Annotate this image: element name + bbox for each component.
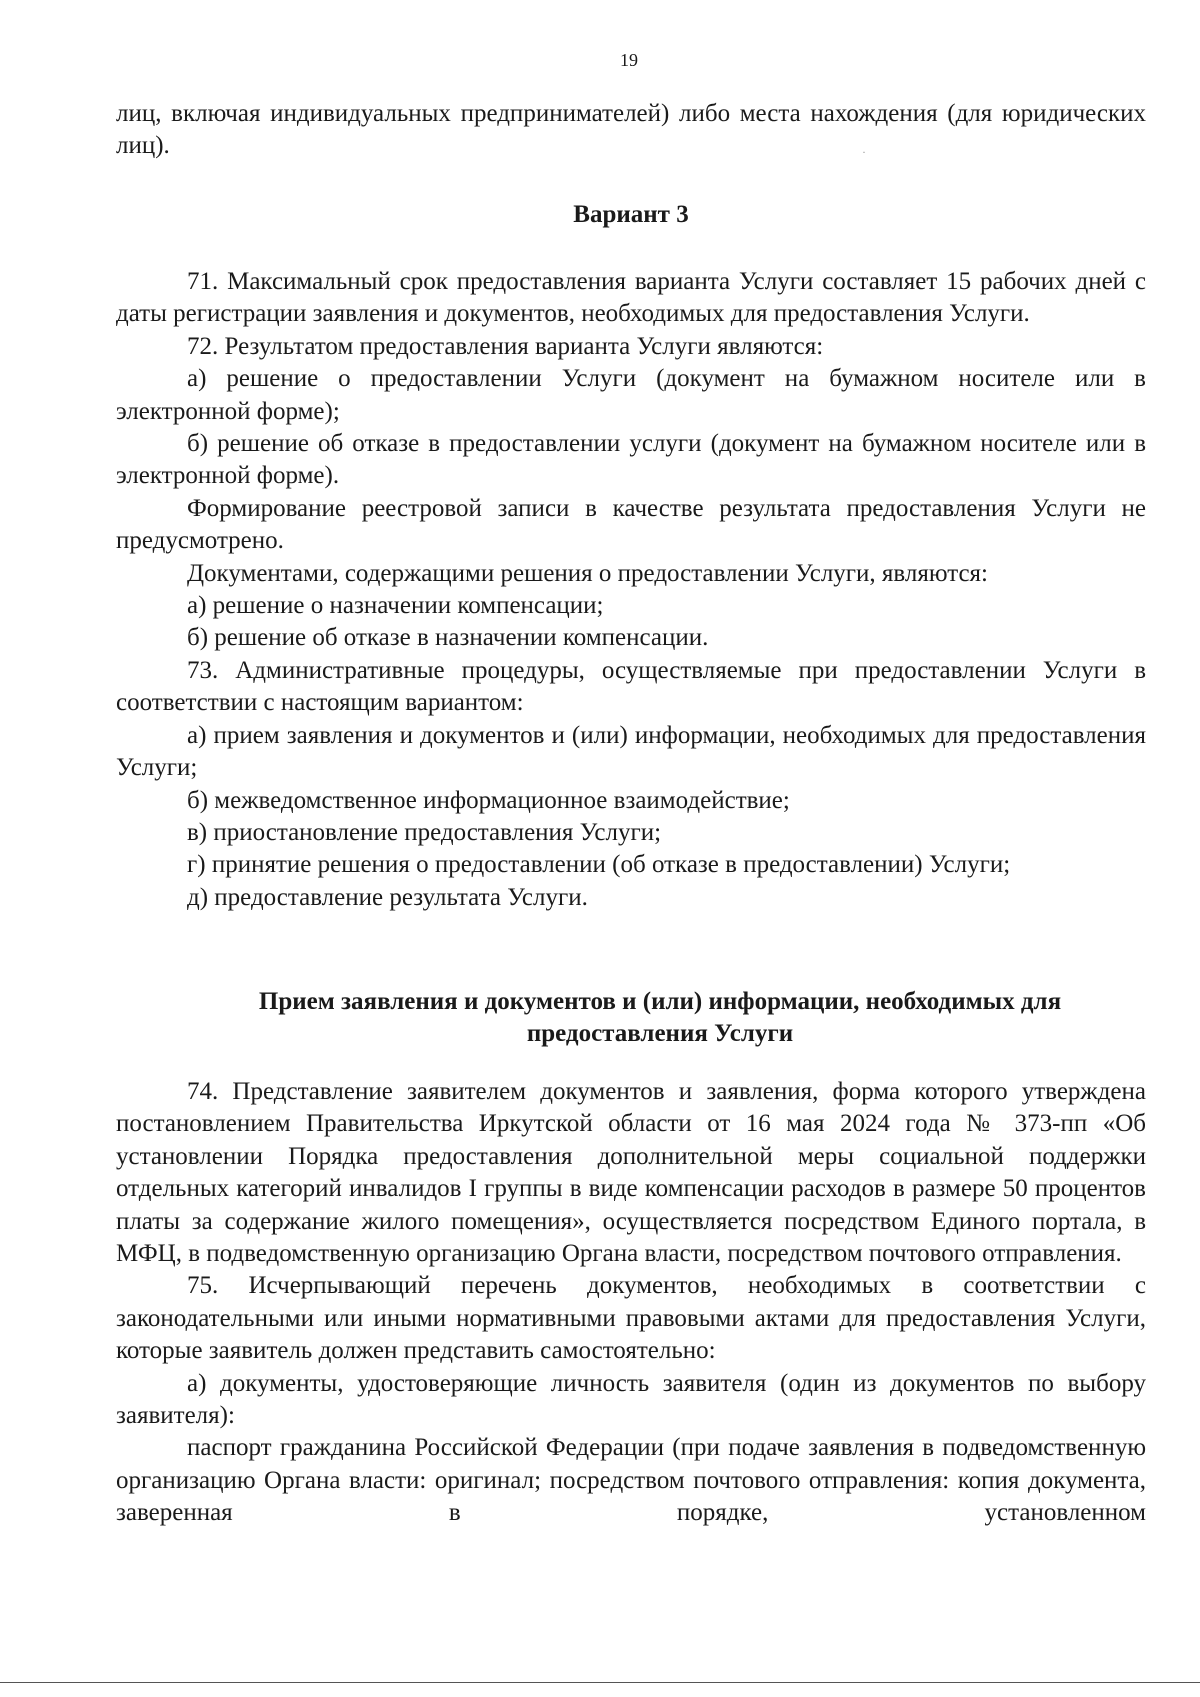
- paragraph-74: 74. Представление заявителем документов и заявления, форма которого утверждена постановлением Правительства Иркутской области от 16 мая 2024 года № 373-пп «Об установлении Порядка предоставления дополнительной меры социальной поддержки отдельных категорий инвалидов I группы в виде компенсации расходов в размере 50 процентов платы за содержание жилого помещения», осуществляется посредством Единого портала, в МФЦ, в подведомственную организацию Органа власти, посредством почтового отправления.: [116, 1078, 1146, 1268]
- subsection-heading-line-1: Прием заявления и документов и (или) информации, необходимых для: [258, 988, 1062, 1015]
- paragraph-73-item-d: д) предоставление результата Услуги.: [187, 883, 588, 911]
- paragraph-72-item-a: а) решение о предоставлении Услуги (документ на бумажном носителе или в электронной форме);: [116, 365, 1146, 425]
- paragraph-decision-item-b: б) решение об отказе в назначении компенсации.: [187, 624, 709, 652]
- paragraph-73-item-g: г) принятие решения о предоставлении (об отказе в предоставлении) Услуги;: [187, 851, 1011, 879]
- paragraph-73-item-a: а) прием заявления и документов и (или) информации, необходимых для предоставления Услуги;: [116, 721, 1146, 782]
- paragraph-decision-documents: Документами, содержащими решения о предоставлении Услуги, являются:: [187, 559, 988, 587]
- paragraph-73: 73. Административные процедуры, осуществляемые при предоставлении Услуги в соответствии с настоящим вариантом:: [116, 656, 1146, 717]
- page-bottom-edge: [0, 1682, 1200, 1683]
- intro-continuation-paragraph: лиц, включая индивидуальных предпринимателей) либо места нахождения (для юридических лиц).: [116, 100, 1146, 160]
- paragraph-71: 71. Максимальный срок предоставления варианта Услуги составляет 15 рабочих дней с даты регистрации заявления и документов, необходимых для предоставления Услуги.: [116, 268, 1146, 328]
- paragraph-75-item-a: а) документы, удостоверяющие личность заявителя (один из документов по выбору заявителя):: [116, 1369, 1146, 1430]
- subsection-heading-line-2: предоставления Услуги: [526, 1020, 794, 1048]
- intro-continuation-block: [116, 98, 1146, 163]
- paragraph-73-item-b: б) межведомственное информационное взаимодействие;: [187, 786, 790, 814]
- application-intake-body: [116, 1076, 1146, 1530]
- scan-artifact: ·: [862, 145, 866, 159]
- variant-3-body: [116, 266, 1146, 914]
- paragraph-75: 75. Исчерпывающий перечень документов, необходимых в соответствии с законодательными или иными нормативными правовыми актами для предоставления Услуги, которые заявитель должен представить самостоятельно:: [116, 1272, 1146, 1365]
- paragraph-passport: паспорт гражданина Российской Федерации (при подаче заявления в подведомственную организацию Органа власти: оригинал; посредством почтового отправления: копия документа, заверенная в порядке, установленном: [116, 1434, 1146, 1527]
- paragraph-72: 72. Результатом предоставления варианта Услуги являются:: [187, 332, 824, 360]
- page-number: 19: [620, 50, 638, 70]
- paragraph-73-item-v: в) приостановление предоставления Услуги;: [187, 818, 662, 846]
- section-heading-variant-3: Вариант 3: [573, 201, 689, 228]
- paragraph-72-item-b: б) решение об отказе в предоставлении услуги (документ на бумажном носителе или в электронной форме).: [116, 430, 1146, 490]
- paragraph-registry-note: Формирование реестровой записи в качестве результата предоставления Услуги не предусмотрено.: [116, 494, 1146, 555]
- paragraph-decision-item-a: а) решение о назначении компенсации;: [187, 592, 604, 620]
- subsection-heading: [160, 986, 1160, 1051]
